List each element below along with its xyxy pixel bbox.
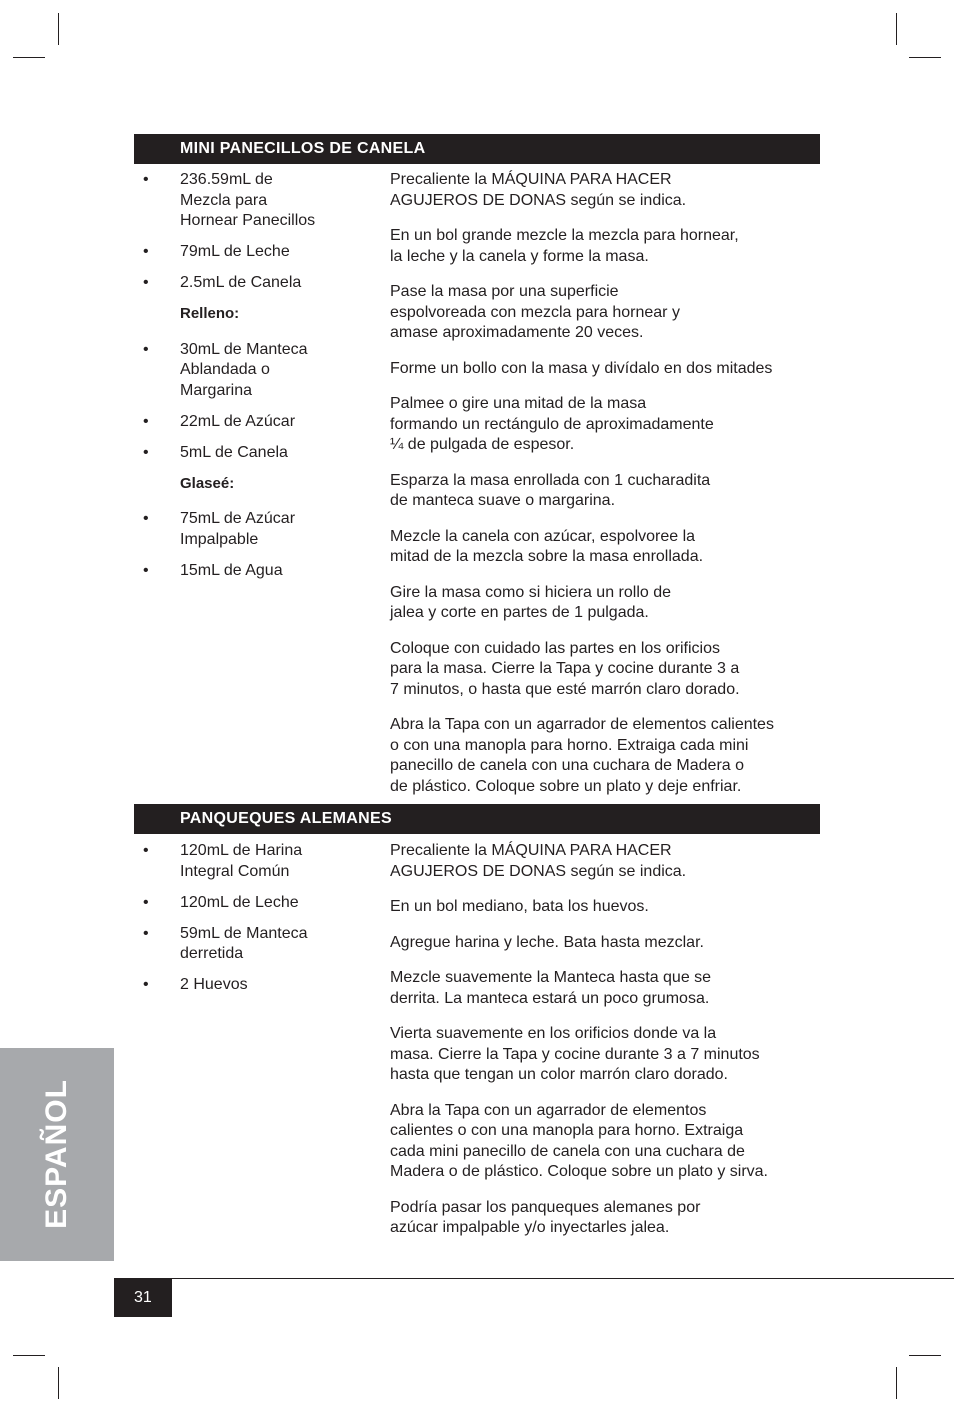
instruction-step: Mezcle suavemente la Manteca hasta que se derrita. La manteca estará un poco grumosa.	[390, 969, 712, 1007]
crop-mark	[909, 1355, 941, 1356]
ingredient-item: • 5mL de Canela	[134, 443, 364, 464]
crop-mark	[13, 1355, 45, 1356]
instructions-panqueques	[390, 841, 820, 1254]
ingredient-item: • 75mL de Azúcar Impalpable	[143, 510, 296, 548]
crop-mark	[896, 13, 897, 45]
bullet-icon: •	[143, 842, 149, 859]
glaze-heading: Glaseé:	[180, 474, 235, 492]
crop-mark	[13, 57, 45, 58]
instruction-step: Coloque con cuidado las partes en los orificios para la masa. Cierre la Tapa y cocine durante 3 a 7 minutos, o hasta que esté marrón claro dorado.	[390, 639, 740, 698]
ingredient-item: • 22mL de Azúcar	[134, 412, 364, 433]
instruction-step: En un bol grande mezcle la mezcla para hornear, la leche y la canela y forme la masa.	[390, 227, 739, 265]
bullet-icon: •	[143, 561, 149, 579]
ingredient-item: • 236.59mL de Mezcla para Hornear Panecillos	[143, 171, 316, 229]
page-number-box	[114, 1278, 172, 1317]
instruction-step: Esparza la masa enrollada con 1 cucharadita de manteca suave o margarina.	[390, 471, 711, 509]
instruction-step: Gire la masa como si hiciera un rollo de jalea y corte en partes de 1 pulgada.	[390, 583, 672, 621]
ingredient-item: • 79mL de Leche	[134, 242, 364, 263]
crop-mark	[58, 13, 59, 45]
ingredient-item: • 30mL de Manteca Ablandada o Margarina	[143, 340, 308, 399]
ingredient-item: • 120mL de Leche	[134, 893, 364, 914]
bullet-icon: •	[143, 510, 149, 527]
ingredient-item: • 120mL de Harina Integral Común	[143, 842, 303, 880]
footer-rule	[114, 1278, 954, 1279]
bullet-icon: •	[143, 171, 149, 188]
bullet-icon: •	[143, 274, 149, 291]
bullet-icon: •	[143, 412, 149, 430]
ingredient-item: • 59mL de Manteca derretida	[143, 924, 308, 962]
section-header-mini-panecillos	[134, 134, 820, 164]
instruction-step: Pase la masa por una superficie espolvoreada con mezcla para hornear y amase aproximadamente 20 veces.	[390, 283, 680, 341]
ingredient-list-panqueques	[134, 841, 364, 1006]
instruction-step: Precaliente la MÁQUINA PARA HACER AGUJEROS DE DONAS según se indica.	[390, 171, 687, 209]
bullet-icon: •	[143, 893, 149, 911]
instruction-step: Forme un bollo con la masa y divídalo en dos mitades	[390, 359, 773, 377]
section-title: MINI PANECILLOS DE CANELA	[180, 140, 426, 157]
bullet-icon: •	[143, 243, 149, 260]
instructions-mini-panecillos	[390, 170, 820, 812]
instruction-step: Precaliente la MÁQUINA PARA HACER AGUJEROS DE DONAS según se indica.	[390, 842, 687, 880]
bullet-icon: •	[143, 340, 149, 358]
language-tab	[0, 1048, 114, 1261]
filling-heading: Relleno:	[180, 305, 240, 322]
instruction-step: Mezcle la canela con azúcar, espolvoree la mitad de la mezcla sobre la masa enrollada.	[390, 527, 704, 565]
bullet-icon: •	[143, 976, 149, 993]
bullet-icon: •	[143, 924, 149, 942]
language-tab-label: ESPAÑOL	[40, 1079, 73, 1229]
ingredient-item: • 15mL de Agua	[134, 561, 364, 582]
section-title: PANQUEQUES ALEMANES	[180, 810, 392, 827]
instruction-step: Abra la Tapa con un agarrador de elementos calientes o con una manopla para horno. Extraiga cada mini panecillo de canela con una cuchara de Madera o de plástico. Coloque sobre un plato y sirva.	[390, 1101, 768, 1180]
instruction-step: Podría pasar los panqueques alemanes por azúcar impalpable y/o inyectarles jalea.	[390, 1198, 701, 1236]
ingredient-item: • 2 Huevos	[134, 975, 364, 996]
ingredient-list-mini-panecillos	[134, 170, 364, 592]
section-header-panqueques-alemanes	[134, 804, 820, 834]
instruction-step: Abra la Tapa con un agarrador de elementos calientes o con una manopla para horno. Extraiga cada mini panecillo de canela con una cuchara de Madera o de plástico. Coloque sobre un plato y deje enfriar.	[390, 716, 774, 795]
page-number: 31	[134, 1289, 152, 1306]
crop-mark	[58, 1367, 59, 1399]
ingredient-item: • 2.5mL de Canela	[134, 273, 364, 294]
instruction-step: En un bol mediano, bata los huevos.	[390, 898, 649, 915]
instruction-step: Vierta suavemente en los orificios donde va la masa. Cierre la Tapa y cocine durante 3 a 7 minutos hasta que tengan un color marrón claro dorado.	[390, 1025, 760, 1083]
crop-mark	[909, 57, 941, 58]
instruction-step: Agregue harina y leche. Bata hasta mezclar.	[390, 933, 704, 951]
crop-mark	[896, 1367, 897, 1399]
instruction-step: Palmee o gire una mitad de la masa formando un rectángulo de aproximadamente ¼ de pulgada de espesor.	[390, 395, 714, 453]
bullet-icon: •	[143, 443, 149, 461]
